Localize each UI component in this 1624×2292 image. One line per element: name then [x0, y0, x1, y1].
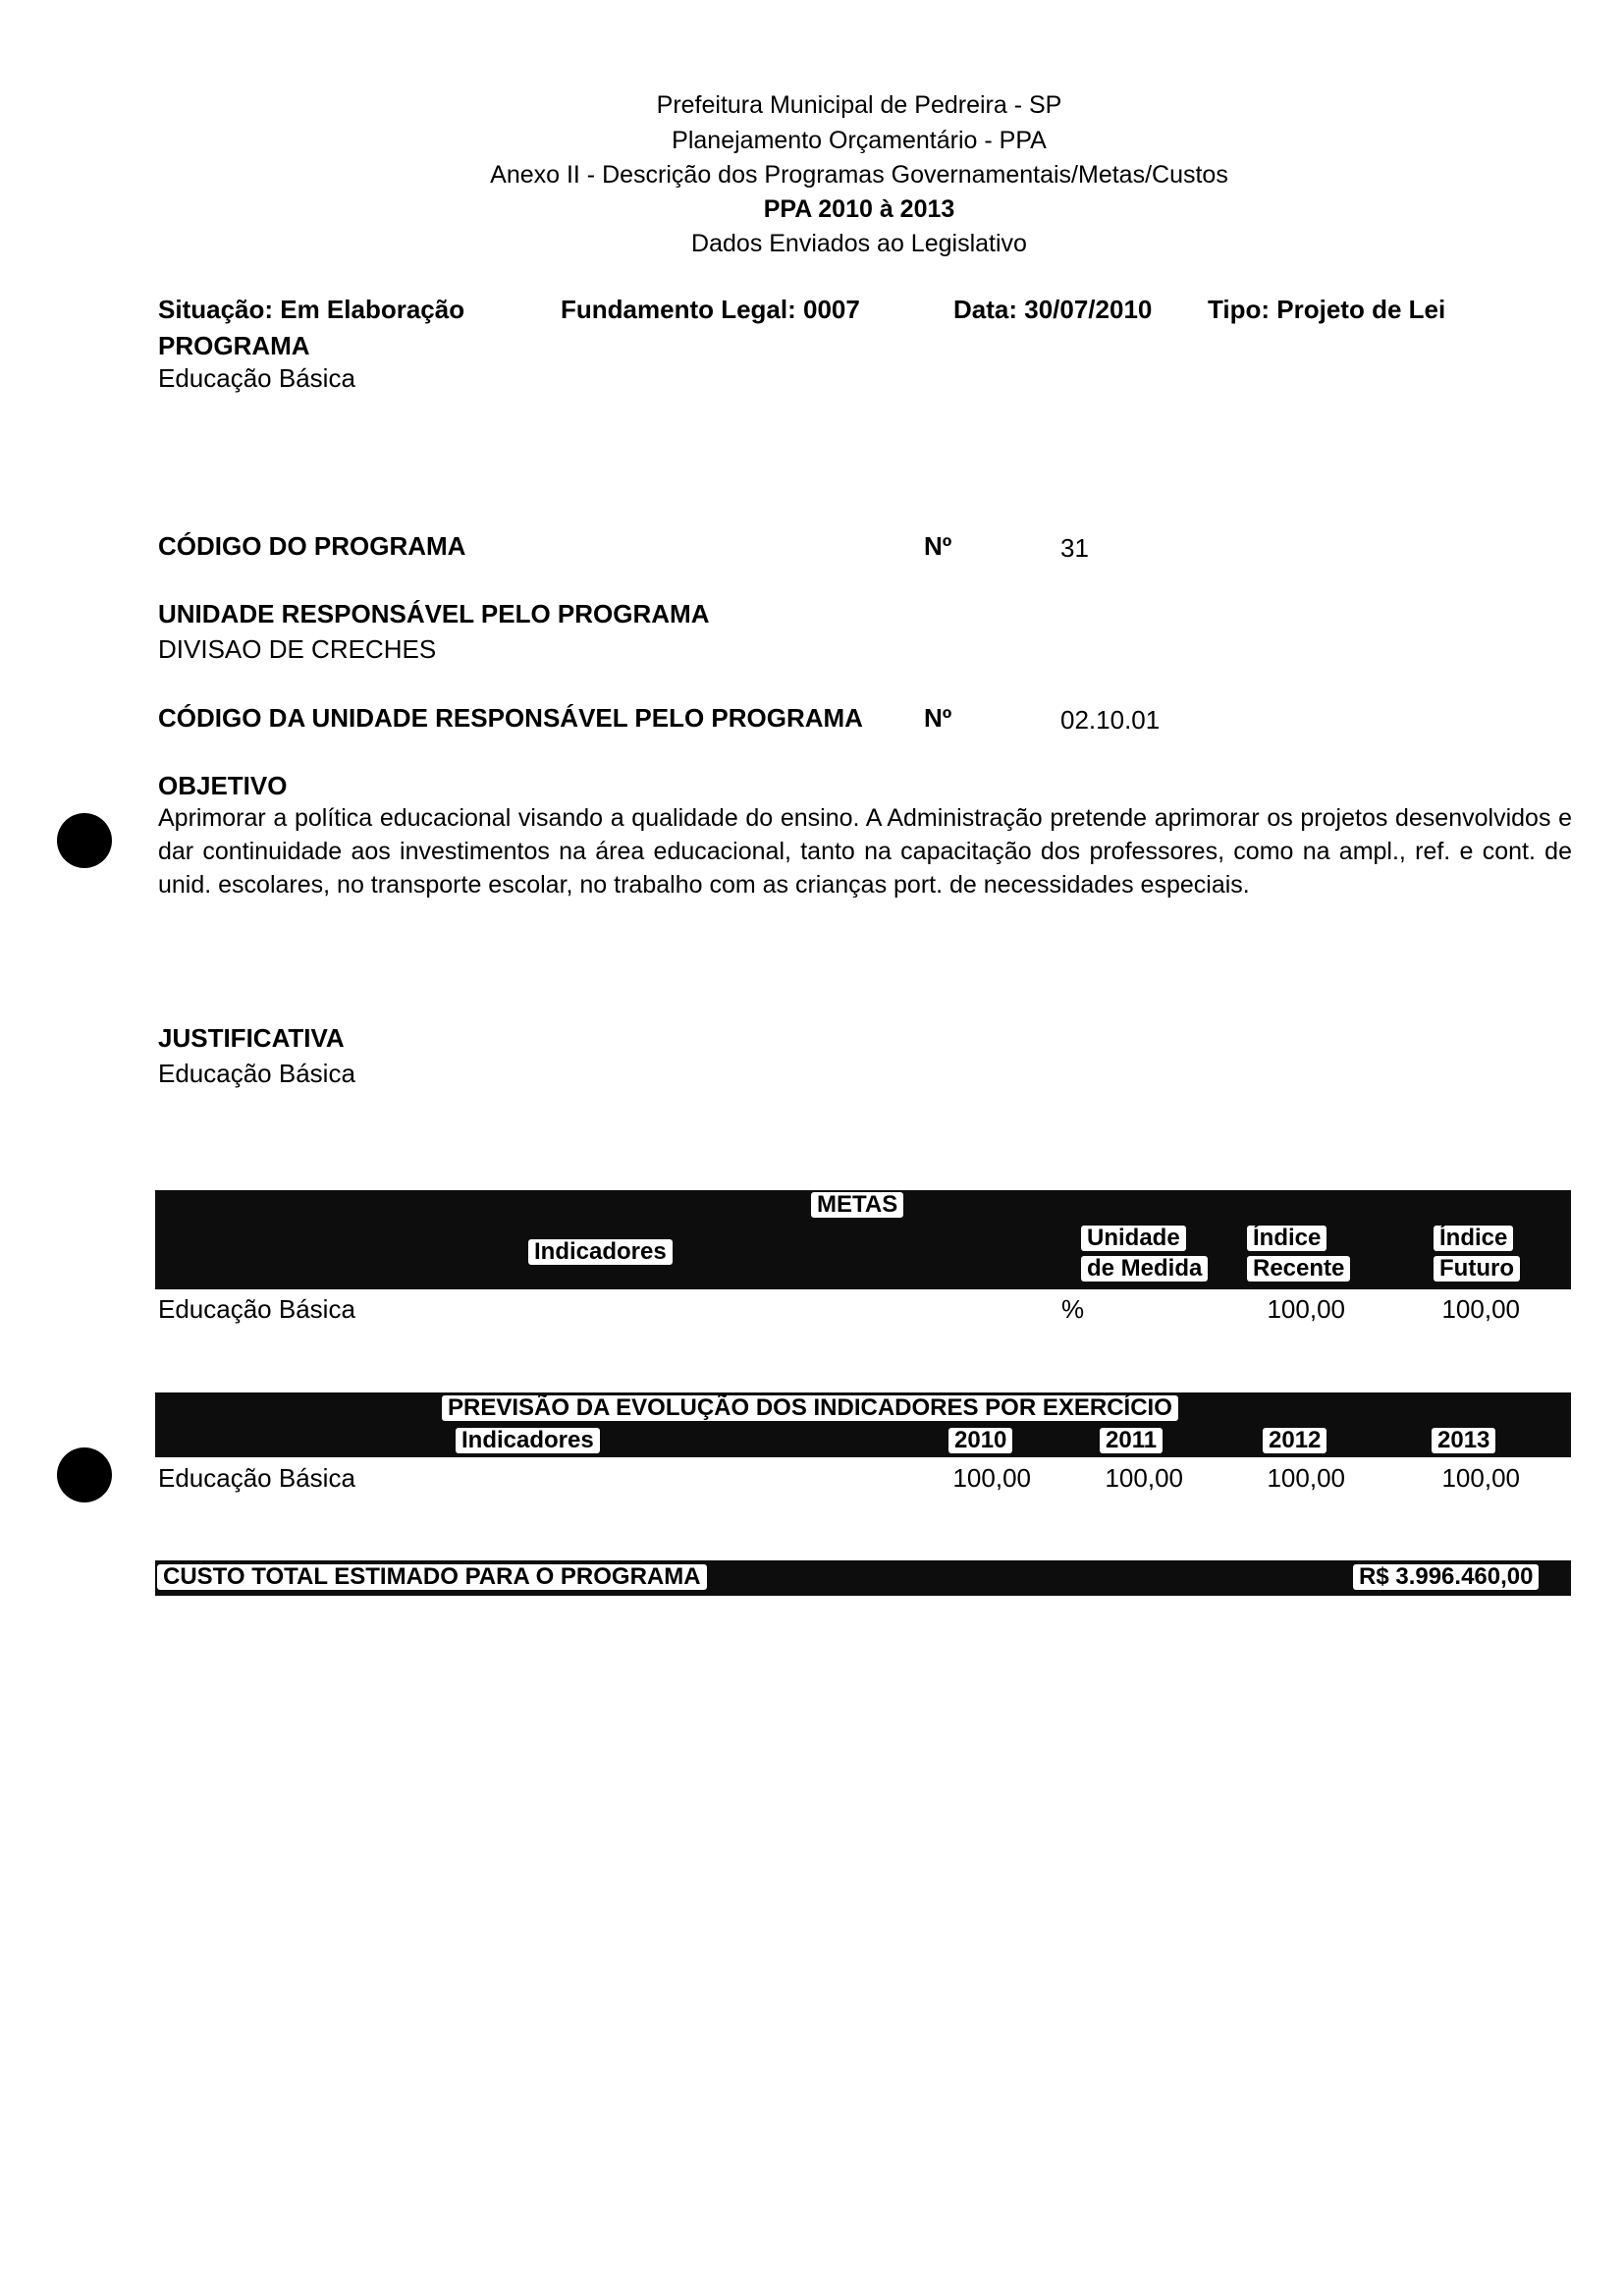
- metas-col-recente-line1: Índice: [1247, 1226, 1326, 1251]
- previsao-col-year-2011: 2011: [1100, 1428, 1163, 1453]
- programa-label: PROGRAMA: [158, 331, 310, 360]
- previsao-row-indicador: Educação Básica: [158, 1463, 355, 1493]
- codigo-unidade-label: CÓDIGO DA UNIDADE RESPONSÁVEL PELO PROGRAMA: [158, 703, 863, 733]
- custo-total-bar: [155, 1560, 1571, 1596]
- header-annex: Anexo II - Descrição dos Programas Governamentais/Metas/Custos: [490, 161, 1228, 189]
- hole-punch-mark-lower: [57, 1447, 112, 1502]
- fundamento-legal-field: Fundamento Legal: 0007: [561, 295, 860, 324]
- justificativa-label: JUSTIFICATIVA: [158, 1023, 345, 1053]
- previsao-row-2012: 100,00: [1267, 1463, 1345, 1493]
- previsao-col-year-2013: 2013: [1432, 1428, 1495, 1453]
- tipo-field: Tipo: Projeto de Lei: [1208, 295, 1446, 324]
- metas-title: METAS: [811, 1192, 903, 1218]
- metas-row-futuro: 100,00: [1441, 1294, 1520, 1324]
- codigo-programa-value: 31: [1060, 533, 1089, 563]
- metas-row-unidade: %: [1061, 1294, 1085, 1324]
- metas-row-indicador: Educação Básica: [158, 1294, 355, 1324]
- programa-value: Educação Básica: [158, 363, 355, 393]
- metas-col-unidade-line1: Unidade: [1081, 1226, 1186, 1251]
- metas-header-bar: [155, 1190, 1571, 1289]
- codigo-unidade-value: 02.10.01: [1060, 705, 1161, 735]
- unidade-label: UNIDADE RESPONSÁVEL PELO PROGRAMA: [158, 599, 710, 628]
- objetivo-label: OBJETIVO: [158, 771, 288, 800]
- data-field: Data: 30/07/2010: [953, 295, 1153, 324]
- justificativa-text: Educação Básica: [158, 1059, 355, 1088]
- metas-col-futuro-line1: Índice: [1434, 1226, 1513, 1251]
- custo-total-value: R$ 3.996.460,00: [1353, 1564, 1539, 1590]
- objetivo-text: Aprimorar a política educacional visando a qualidade do ensino. A Administração pretende aprimorar os projetos desenvolvidos e dar continuidade aos investimentos na área educacional, tanto na capacitação dos professores, como na ampl., ref. e cont. de unid. escolares, no transporte escolar, no trabalho com as crianças port. de necessidades especiais.: [158, 804, 1572, 899]
- custo-total-label: CUSTO TOTAL ESTIMADO PARA O PROGRAMA: [157, 1564, 707, 1590]
- codigo-programa-label: CÓDIGO DO PROGRAMA: [158, 531, 466, 561]
- previsao-row-2013: 100,00: [1441, 1463, 1520, 1493]
- metas-col-futuro-line2: Futuro: [1434, 1256, 1520, 1282]
- header-status-note: Dados Enviados ao Legislativo: [691, 230, 1027, 257]
- metas-col-unidade-line2: de Medida: [1081, 1256, 1208, 1282]
- previsao-row-2011: 100,00: [1105, 1463, 1183, 1493]
- previsao-title: PREVISÃO DA EVOLUÇÃO DOS INDICADORES POR EXERCÍCIO: [442, 1395, 1178, 1421]
- header-municipality: Prefeitura Municipal de Pedreira - SP: [656, 91, 1062, 119]
- hole-punch-mark-upper: [57, 813, 112, 868]
- previsao-col-indicadores: Indicadores: [456, 1428, 600, 1453]
- previsao-header-bar: [155, 1392, 1571, 1457]
- header-ppa-period: PPA 2010 à 2013: [763, 195, 955, 223]
- metas-col-indicadores: Indicadores: [528, 1239, 673, 1265]
- previsao-col-year-2012: 2012: [1263, 1428, 1326, 1453]
- metas-row-recente: 100,00: [1267, 1294, 1345, 1324]
- header-planning: Planejamento Orçamentário - PPA: [672, 127, 1047, 154]
- codigo-programa-no-label: Nº: [924, 531, 952, 561]
- previsao-col-year-2010: 2010: [948, 1428, 1012, 1453]
- situacao-field: Situação: Em Elaboração: [158, 295, 465, 324]
- unidade-value: DIVISAO DE CRECHES: [158, 634, 437, 664]
- codigo-unidade-no-label: Nº: [924, 703, 952, 733]
- previsao-row-2010: 100,00: [952, 1463, 1031, 1493]
- metas-col-recente-line2: Recente: [1247, 1256, 1350, 1282]
